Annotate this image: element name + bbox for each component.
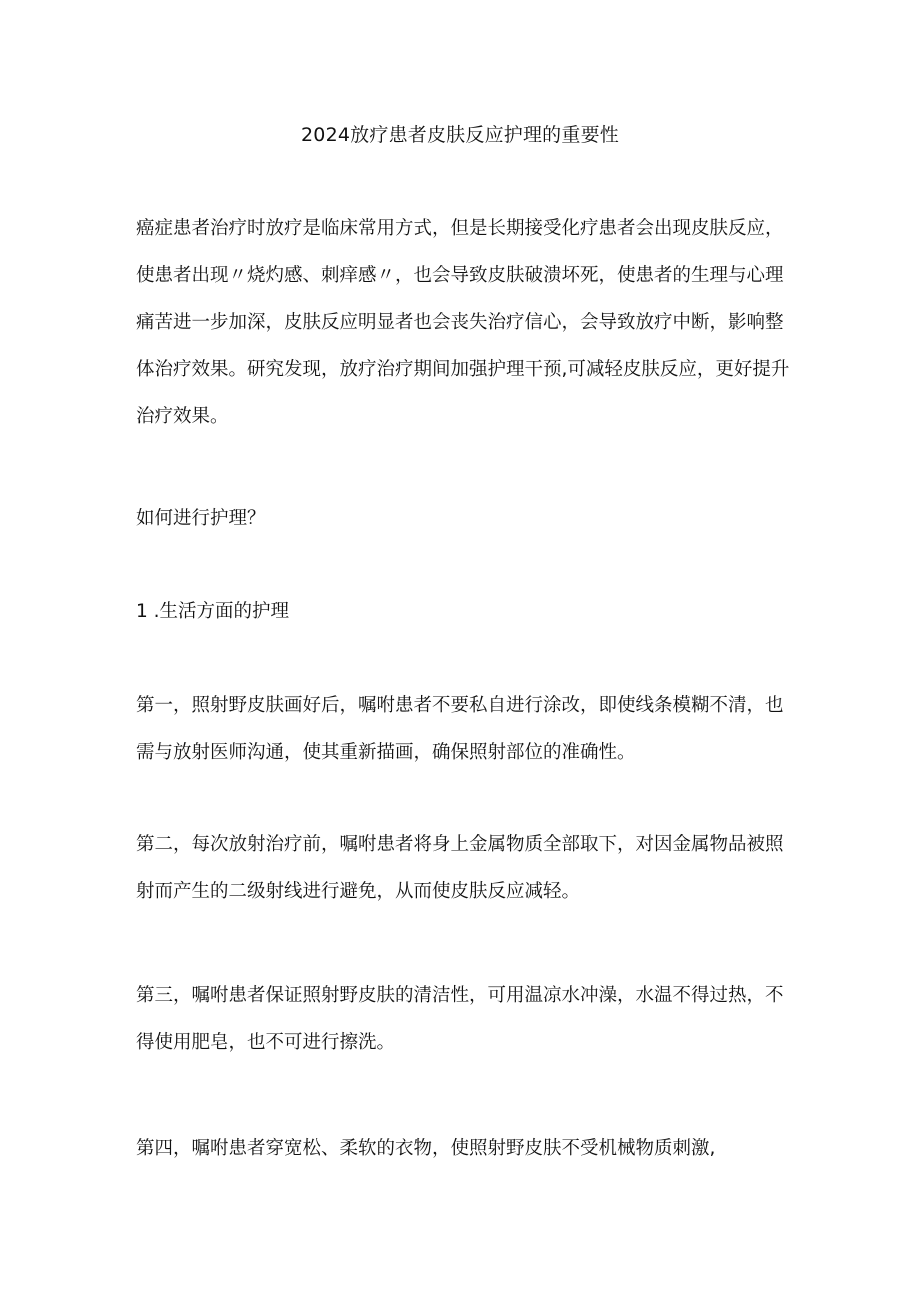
point-line: 第二，每次放射治疗前，嘱咐患者将身上金属物质全部取下，对因金属物品被照 [136,834,784,855]
intro-paragraph [136,205,796,440]
intro-line: 使患者出现〃烧灼感、刺痒感〃，也会导致皮肤破溃坏死，使患者的生理与心理 [136,265,784,286]
point-paragraph-1 [136,682,796,776]
point-line: 射而产生的二级射线进行避免，从而使皮肤反应减轻。 [136,881,581,902]
point-paragraph-4 [136,1125,796,1172]
point-line: 需与放射医师沟通，使其重新描画，确保照射部位的准确性。 [136,742,636,763]
point-paragraph-2 [136,821,796,915]
intro-line: 癌症患者治疗时放疗是临床常用方式，但是长期接受化疗患者会出现皮肤反应， [136,218,784,239]
point-line: 第一，照射野皮肤画好后，嘱咐患者不要私自进行涂改，即使线条模糊不清，也 [136,695,784,716]
intro-line: 痛苦进一步加深，皮肤反应明显者也会丧失治疗信心，会导致放疗中断，影响整 [136,312,784,333]
section-heading [136,588,796,635]
section-heading-text: 1 .生活方面的护理 [136,601,290,622]
question-heading [136,495,796,542]
intro-line: 体治疗效果。研究发现，放疗治疗期间加强护理干预,可减轻皮肤反应，更好提升 [136,359,790,380]
document-title: 2024放疗患者皮肤反应护理的重要性 [301,124,619,146]
point-line: 第四，嘱咐患者穿宽松、柔软的衣物，使照射野皮肤不受机械物质刺激, [136,1138,716,1159]
point-line: 第三，嘱咐患者保证照射野皮肤的清洁性，可用温凉水冲澡，水温不得过热，不 [136,985,784,1006]
intro-line: 治疗效果。 [136,406,229,427]
point-line: 得使用肥皂，也不可进行擦洗。 [136,1032,396,1053]
point-paragraph-3 [136,972,796,1066]
question-text: 如何进行护理？ [136,508,266,529]
